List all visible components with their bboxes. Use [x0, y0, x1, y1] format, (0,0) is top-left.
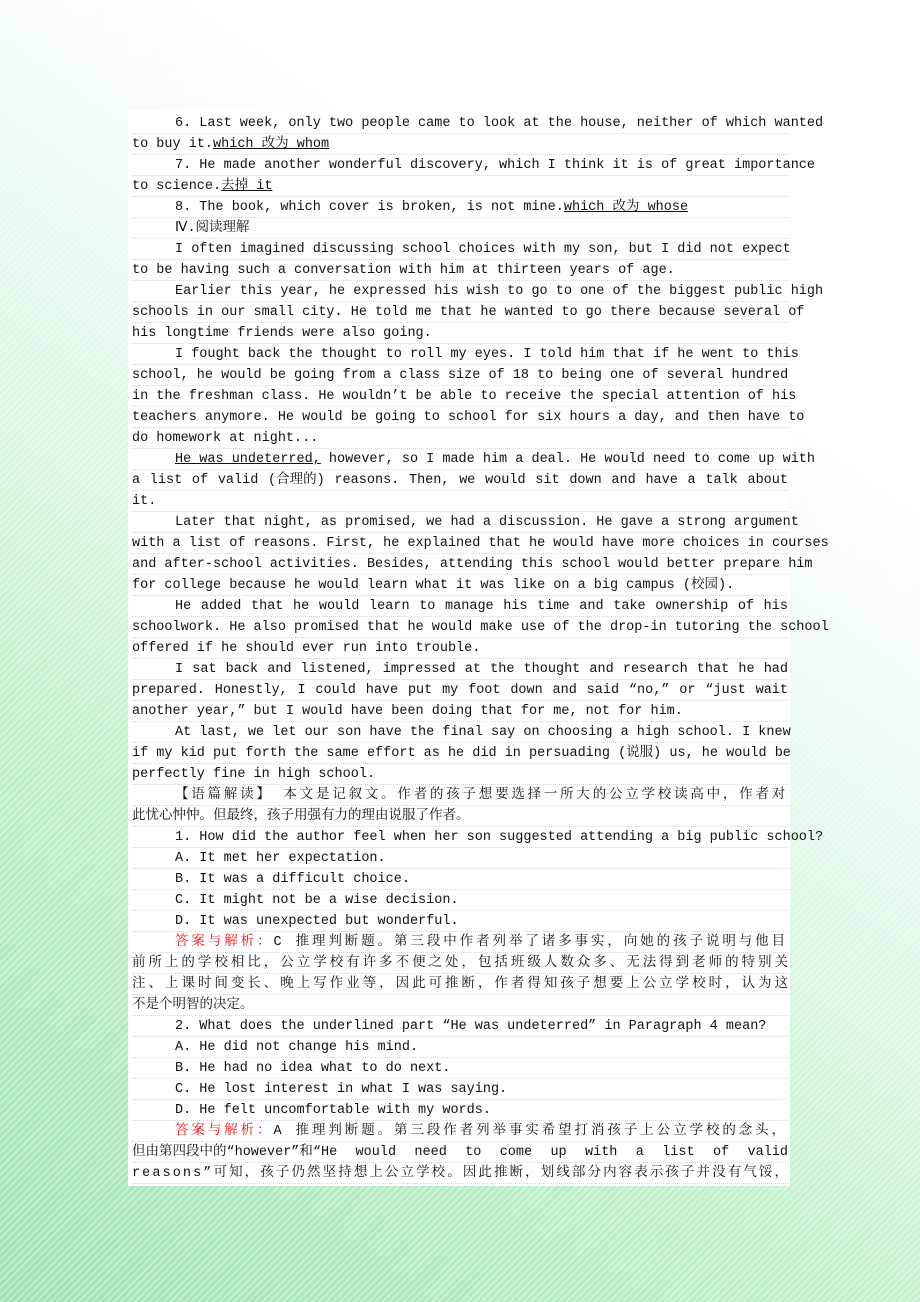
text-segment: 6. Last week, only two people came to look at the house, neither of which wanted — [175, 116, 824, 131]
text-segment: a list of valid (合理的) reasons. Then, we would sit down and have a talk about — [132, 473, 788, 488]
text-segment: A. It met her expectation. — [175, 851, 386, 866]
text-segment: with a list of reasons. First, he explained that he would have more choices in courses — [132, 536, 829, 551]
text-segment: prepared. Honestly, I could have put my foot down and said “no,” or “just wait — [132, 683, 788, 698]
text-segment: teachers anymore. He would be going to school for six hours a day, and then have to — [132, 410, 805, 425]
text-line — [132, 491, 788, 512]
text-segment: 注、上课时间变长、晚上写作业等，因此可推断，作者得知孩子想要上公立学校时，认为这 — [132, 977, 791, 992]
text-segment: it. — [132, 494, 157, 509]
text-segment: to buy it. — [132, 137, 214, 152]
text-line — [132, 470, 788, 491]
text-segment: 7. He made another wonderful discovery, which I think it is of great importance — [175, 158, 816, 173]
underlined-text: which 改为 whom — [213, 137, 330, 152]
text-segment: if my kid put forth the same effort as he did in persuading (说服) us, he would be — [132, 746, 791, 761]
text-line — [132, 1037, 788, 1058]
text-line — [132, 575, 788, 596]
text-line — [132, 932, 788, 953]
text-segment: another year,” but I would have been doing that for me, not for him. — [132, 704, 683, 719]
text-line — [132, 407, 805, 428]
text-line — [132, 890, 788, 911]
text-segment: B. He had no idea what to do next. — [175, 1061, 451, 1076]
text-segment: C. He lost interest in what I was saying. — [175, 1082, 508, 1097]
text-line — [132, 680, 788, 701]
text-segment: 前所上的学校相比，公立学校有许多不便之处，包括班级人数众多、无法得到老师的特别关 — [132, 956, 791, 971]
underlined-text: which 改为 whose — [563, 200, 689, 215]
text-segment: schools in our small city. He told me that he wanted to go there because several of — [132, 305, 805, 320]
text-segment: D. It was unexpected but wonderful. — [175, 914, 459, 929]
underlined-text: He was undeterred, — [175, 452, 321, 467]
text-line — [132, 701, 788, 722]
text-segment: C 推理判断题。第三段中作者列举了诸多事实，向她的孩子说明与他目 — [273, 935, 789, 950]
text-segment: however, so I made him a deal. He would need to come up with — [320, 452, 816, 467]
answer-label: 答案与解析： — [175, 935, 274, 950]
text-line — [132, 1079, 788, 1100]
text-line — [132, 323, 788, 344]
text-line — [132, 638, 788, 659]
text-segment: At last, we let our son have the final say on choosing a high school. I knew — [175, 725, 791, 740]
text-line — [132, 722, 791, 743]
text-line — [132, 764, 788, 785]
text-segment: 不是个明智的决定。 — [132, 998, 254, 1013]
text-segment: Earlier this year, he expressed his wish to go to one of the biggest public high — [175, 284, 824, 299]
text-segment: to science. — [132, 179, 222, 194]
text-line — [132, 743, 791, 764]
text-line — [132, 995, 788, 1016]
text-segment: for college because he would learn what it was like on a big campus (校园). — [132, 578, 735, 593]
text-segment: B. It was a difficult choice. — [175, 872, 410, 887]
text-line — [132, 659, 788, 680]
text-line — [132, 785, 788, 806]
text-line — [132, 176, 788, 197]
text-segment: his longtime friends were also going. — [132, 326, 432, 341]
text-segment: 8. The book, which cover is broken, is not mine. — [175, 200, 564, 215]
text-line — [132, 113, 824, 134]
text-line — [132, 302, 805, 323]
text-line — [132, 1058, 788, 1079]
text-segment: school, he would be going from a class size of 18 to being one of several hundred — [132, 368, 789, 383]
text-line — [132, 218, 788, 239]
text-line — [132, 911, 788, 932]
text-segment: A. He did not change his mind. — [175, 1040, 419, 1055]
text-line — [132, 428, 788, 449]
text-line — [132, 281, 824, 302]
text-line — [132, 260, 788, 281]
text-line — [132, 1016, 788, 1037]
text-segment: in the freshman class. He wouldn’t be able to receive the special attention of his — [132, 389, 797, 404]
text-segment: and after-school activities. Besides, attending this school would better prepare him — [132, 557, 813, 572]
text-segment: 2. What does the underlined part “He was undeterred” in Paragraph 4 mean? — [175, 1019, 767, 1034]
text-line — [132, 533, 829, 554]
text-segment: 但由第四段中的“however”和“He would need to come up with a list of valid — [132, 1145, 788, 1160]
text-line — [132, 239, 791, 260]
text-line — [132, 1142, 788, 1163]
text-line — [132, 134, 788, 155]
text-segment: I fought back the thought to roll my eyes. I told him that if he went to this — [175, 347, 799, 362]
text-segment: He added that he would learn to manage his time and take ownership of his — [175, 599, 788, 614]
text-line — [132, 596, 788, 617]
text-line — [132, 1121, 788, 1142]
text-segment: I often imagined discussing school choices with my son, but I did not expect — [175, 242, 791, 257]
text-line — [132, 974, 791, 995]
text-segment: 1. How did the author feel when her son suggested attending a big public school? — [175, 830, 824, 845]
text-segment: A 推理判断题。第三段作者列举事实希望打消孩子上公立学校的念头， — [273, 1124, 789, 1139]
text-line — [132, 848, 788, 869]
text-line — [132, 617, 829, 638]
text-line — [132, 1100, 788, 1121]
text-segment: perfectly fine in high school. — [132, 767, 376, 782]
text-segment: I sat back and listened, impressed at the thought and research that he had — [175, 662, 788, 677]
text-line — [132, 512, 799, 533]
text-segment: Later that night, as promised, we had a discussion. He gave a strong argument — [175, 515, 799, 530]
text-line — [132, 386, 797, 407]
text-segment: C. It might not be a wise decision. — [175, 893, 459, 908]
underlined-text: 去掉 it — [221, 179, 273, 194]
text-segment: D. He felt uncomfortable with my words. — [175, 1103, 491, 1118]
text-line — [132, 827, 824, 848]
text-segment: schoolwork. He also promised that he would make use of the drop-in tutoring the school — [132, 620, 829, 635]
text-segment: reasons”可知，孩子仍然坚持想上公立学校。因此推断，划线部分内容表示孩子并没有气馁， — [132, 1166, 791, 1181]
text-line — [132, 806, 788, 827]
text-segment: do homework at night... — [132, 431, 319, 446]
text-line — [132, 554, 813, 575]
text-segment: 此忧心忡忡。但最终，孩子用强有力的理由说服了作者。 — [132, 809, 470, 824]
text-line — [132, 449, 816, 470]
text-line — [132, 869, 788, 890]
text-line — [132, 1163, 791, 1184]
text-line — [132, 344, 799, 365]
text-segment: 【语篇解读】 本文是记叙文。作者的孩子想要选择一所大的公立学校读高中，作者对 — [175, 788, 788, 803]
answer-label: 答案与解析： — [175, 1124, 274, 1139]
text-line — [132, 197, 788, 218]
text-segment: offered if he should ever run into trouble. — [132, 641, 481, 656]
text-line — [132, 155, 816, 176]
text-line — [132, 953, 791, 974]
text-line — [132, 365, 788, 386]
text-segment: to be having such a conversation with him at thirteen years of age. — [132, 263, 675, 278]
text-segment: Ⅳ.阅读理解 — [175, 221, 250, 236]
